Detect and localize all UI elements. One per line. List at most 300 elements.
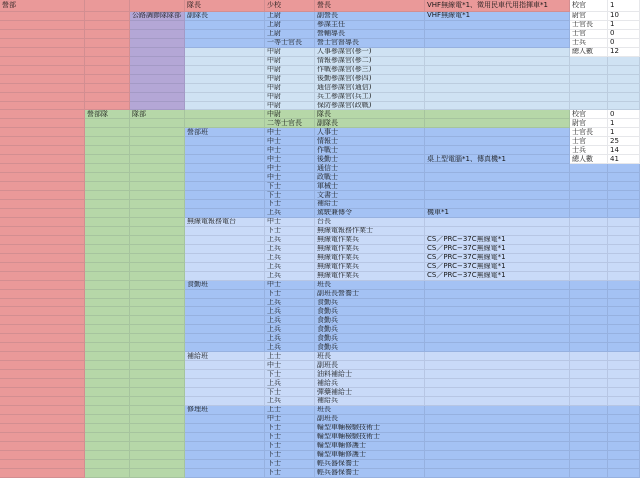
spreadsheet-cell[interactable]: 食勤兵 [315, 334, 425, 343]
spreadsheet-cell[interactable] [425, 30, 570, 39]
spreadsheet-cell[interactable] [0, 415, 85, 424]
spreadsheet-cell[interactable] [85, 245, 130, 254]
spreadsheet-cell[interactable]: 上兵 [265, 307, 315, 316]
spreadsheet-cell[interactable] [130, 343, 185, 352]
spreadsheet-cell[interactable]: 上兵 [265, 299, 315, 308]
spreadsheet-cell[interactable] [185, 433, 265, 442]
spreadsheet-cell[interactable]: 班長 [315, 352, 425, 361]
spreadsheet-cell[interactable] [425, 424, 570, 433]
spreadsheet-cell[interactable] [608, 379, 640, 388]
spreadsheet-cell[interactable]: 下士 [265, 290, 315, 299]
spreadsheet-cell[interactable]: 下士 [265, 469, 315, 478]
spreadsheet-cell[interactable] [570, 173, 608, 182]
spreadsheet-cell[interactable] [608, 334, 640, 343]
spreadsheet-cell[interactable] [608, 442, 640, 451]
spreadsheet-cell[interactable] [130, 75, 185, 84]
spreadsheet-cell[interactable]: 後勤參謀官(參四) [315, 75, 425, 84]
spreadsheet-cell[interactable] [608, 424, 640, 433]
spreadsheet-cell[interactable] [85, 460, 130, 469]
spreadsheet-cell[interactable]: 中士 [265, 146, 315, 155]
spreadsheet-cell[interactable] [85, 343, 130, 352]
spreadsheet-cell[interactable] [570, 281, 608, 290]
spreadsheet-cell[interactable] [608, 469, 640, 478]
spreadsheet-cell[interactable]: 隊部 [130, 110, 185, 119]
spreadsheet-cell[interactable] [608, 352, 640, 361]
spreadsheet-cell[interactable]: CS／PRC−37C無線電*1 [425, 272, 570, 281]
spreadsheet-cell[interactable] [130, 379, 185, 388]
spreadsheet-cell[interactable] [185, 415, 265, 424]
spreadsheet-cell[interactable] [130, 102, 185, 111]
spreadsheet-cell[interactable] [85, 307, 130, 316]
spreadsheet-cell[interactable] [608, 451, 640, 460]
spreadsheet-cell[interactable] [608, 209, 640, 218]
spreadsheet-cell[interactable] [608, 84, 640, 93]
spreadsheet-cell[interactable] [570, 424, 608, 433]
spreadsheet-cell[interactable] [130, 245, 185, 254]
spreadsheet-cell[interactable]: 通信參謀官(通信) [315, 84, 425, 93]
spreadsheet-cell[interactable] [185, 272, 265, 281]
spreadsheet-cell[interactable] [85, 30, 130, 39]
spreadsheet-cell[interactable] [130, 460, 185, 469]
spreadsheet-cell[interactable]: CS／PRC−37C無線電*1 [425, 263, 570, 272]
spreadsheet-cell[interactable] [0, 191, 85, 200]
spreadsheet-cell[interactable] [570, 388, 608, 397]
spreadsheet-cell[interactable]: 副營長 [315, 12, 425, 21]
spreadsheet-cell[interactable] [130, 173, 185, 182]
spreadsheet-cell[interactable] [425, 137, 570, 146]
spreadsheet-cell[interactable] [130, 361, 185, 370]
spreadsheet-cell[interactable]: 尉官 [570, 119, 608, 128]
spreadsheet-cell[interactable] [130, 325, 185, 334]
spreadsheet-cell[interactable] [425, 200, 570, 209]
spreadsheet-cell[interactable] [608, 254, 640, 263]
spreadsheet-cell[interactable]: 補給兵 [315, 397, 425, 406]
spreadsheet-cell[interactable] [85, 433, 130, 442]
spreadsheet-cell[interactable]: 中士 [265, 164, 315, 173]
spreadsheet-cell[interactable] [608, 245, 640, 254]
spreadsheet-cell[interactable] [570, 379, 608, 388]
spreadsheet-cell[interactable]: 中尉 [265, 48, 315, 57]
spreadsheet-cell[interactable] [425, 325, 570, 334]
spreadsheet-cell[interactable]: 二等士官長 [265, 119, 315, 128]
spreadsheet-cell[interactable]: 下士 [265, 388, 315, 397]
spreadsheet-cell[interactable] [570, 191, 608, 200]
spreadsheet-cell[interactable]: 校官 [570, 0, 608, 12]
spreadsheet-cell[interactable] [0, 388, 85, 397]
spreadsheet-cell[interactable]: 軍械士 [315, 182, 425, 191]
spreadsheet-cell[interactable] [130, 263, 185, 272]
spreadsheet-cell[interactable] [130, 39, 185, 48]
spreadsheet-cell[interactable] [608, 227, 640, 236]
spreadsheet-cell[interactable] [425, 451, 570, 460]
spreadsheet-cell[interactable] [0, 102, 85, 111]
spreadsheet-cell[interactable] [85, 272, 130, 281]
spreadsheet-cell[interactable] [0, 254, 85, 263]
spreadsheet-cell[interactable] [130, 442, 185, 451]
spreadsheet-cell[interactable] [0, 128, 85, 137]
spreadsheet-cell[interactable]: 食勤兵 [315, 325, 425, 334]
spreadsheet-cell[interactable] [425, 281, 570, 290]
spreadsheet-cell[interactable]: 補給班 [185, 352, 265, 361]
spreadsheet-cell[interactable]: 上兵 [265, 379, 315, 388]
spreadsheet-cell[interactable] [85, 57, 130, 66]
spreadsheet-cell[interactable]: 文書士 [315, 191, 425, 200]
spreadsheet-cell[interactable] [570, 290, 608, 299]
spreadsheet-cell[interactable] [185, 343, 265, 352]
spreadsheet-cell[interactable]: 校官 [570, 110, 608, 119]
spreadsheet-cell[interactable] [85, 361, 130, 370]
spreadsheet-cell[interactable] [0, 39, 85, 48]
spreadsheet-cell[interactable] [608, 93, 640, 102]
spreadsheet-cell[interactable] [85, 209, 130, 218]
spreadsheet-cell[interactable] [570, 218, 608, 227]
spreadsheet-cell[interactable] [608, 200, 640, 209]
spreadsheet-cell[interactable]: 上尉 [265, 30, 315, 39]
spreadsheet-cell[interactable]: 下士 [265, 442, 315, 451]
spreadsheet-cell[interactable]: 下士 [265, 191, 315, 200]
spreadsheet-cell[interactable] [425, 433, 570, 442]
spreadsheet-cell[interactable]: 副班長營養士 [315, 290, 425, 299]
spreadsheet-cell[interactable]: 中士 [265, 173, 315, 182]
spreadsheet-cell[interactable]: 少校 [265, 0, 315, 12]
spreadsheet-cell[interactable]: 上兵 [265, 254, 315, 263]
spreadsheet-cell[interactable]: 上兵 [265, 263, 315, 272]
spreadsheet-cell[interactable] [570, 209, 608, 218]
spreadsheet-cell[interactable]: 無線電報務電台 [185, 218, 265, 227]
spreadsheet-cell[interactable] [85, 451, 130, 460]
spreadsheet-cell[interactable]: 上兵 [265, 343, 315, 352]
spreadsheet-cell[interactable]: 班長 [315, 406, 425, 415]
spreadsheet-cell[interactable] [85, 236, 130, 245]
spreadsheet-cell[interactable] [185, 325, 265, 334]
spreadsheet-cell[interactable]: 25 [608, 137, 640, 146]
spreadsheet-cell[interactable]: 上兵 [265, 209, 315, 218]
spreadsheet-cell[interactable] [85, 173, 130, 182]
spreadsheet-cell[interactable] [85, 316, 130, 325]
spreadsheet-cell[interactable] [425, 334, 570, 343]
spreadsheet-cell[interactable]: 下士 [265, 370, 315, 379]
spreadsheet-cell[interactable]: 營士官督導長 [315, 39, 425, 48]
spreadsheet-cell[interactable] [185, 316, 265, 325]
spreadsheet-cell[interactable] [185, 299, 265, 308]
spreadsheet-cell[interactable] [425, 173, 570, 182]
spreadsheet-cell[interactable] [425, 406, 570, 415]
spreadsheet-cell[interactable] [85, 370, 130, 379]
spreadsheet-cell[interactable] [570, 272, 608, 281]
spreadsheet-cell[interactable] [185, 30, 265, 39]
spreadsheet-cell[interactable] [608, 388, 640, 397]
spreadsheet-cell[interactable]: 台長 [315, 218, 425, 227]
spreadsheet-cell[interactable] [570, 415, 608, 424]
spreadsheet-cell[interactable] [85, 352, 130, 361]
spreadsheet-cell[interactable] [85, 146, 130, 155]
spreadsheet-cell[interactable] [185, 182, 265, 191]
spreadsheet-cell[interactable] [85, 325, 130, 334]
spreadsheet-cell[interactable]: 0 [608, 110, 640, 119]
spreadsheet-cell[interactable]: 一等士官長 [265, 39, 315, 48]
spreadsheet-cell[interactable] [85, 102, 130, 111]
spreadsheet-cell[interactable] [425, 93, 570, 102]
spreadsheet-cell[interactable] [0, 325, 85, 334]
spreadsheet-cell[interactable] [0, 263, 85, 272]
spreadsheet-cell[interactable]: 補給兵 [315, 379, 425, 388]
spreadsheet-cell[interactable] [425, 299, 570, 308]
spreadsheet-cell[interactable]: 營輔導長 [315, 30, 425, 39]
spreadsheet-cell[interactable] [130, 218, 185, 227]
spreadsheet-cell[interactable] [130, 236, 185, 245]
spreadsheet-cell[interactable] [0, 307, 85, 316]
spreadsheet-cell[interactable] [425, 361, 570, 370]
spreadsheet-cell[interactable]: 尉官 [570, 12, 608, 21]
spreadsheet-cell[interactable] [130, 66, 185, 75]
spreadsheet-cell[interactable] [0, 48, 85, 57]
spreadsheet-cell[interactable] [0, 84, 85, 93]
spreadsheet-cell[interactable]: 1 [608, 119, 640, 128]
spreadsheet-cell[interactable]: 營部隊 [85, 110, 130, 119]
spreadsheet-cell[interactable]: 上尉 [265, 12, 315, 21]
spreadsheet-cell[interactable] [0, 290, 85, 299]
spreadsheet-cell[interactable]: 無線電作業兵 [315, 263, 425, 272]
spreadsheet-cell[interactable] [185, 75, 265, 84]
spreadsheet-cell[interactable] [130, 299, 185, 308]
spreadsheet-cell[interactable]: 駕駛兼傳令 [315, 209, 425, 218]
spreadsheet-cell[interactable]: 無線電作業兵 [315, 245, 425, 254]
spreadsheet-cell[interactable]: 上士 [265, 406, 315, 415]
spreadsheet-cell[interactable] [130, 48, 185, 57]
spreadsheet-cell[interactable]: 下士 [265, 451, 315, 460]
spreadsheet-cell[interactable] [85, 200, 130, 209]
spreadsheet-cell[interactable] [185, 164, 265, 173]
spreadsheet-cell[interactable] [0, 137, 85, 146]
spreadsheet-cell[interactable] [130, 433, 185, 442]
spreadsheet-cell[interactable]: 作戰參謀官(參三) [315, 66, 425, 75]
spreadsheet-cell[interactable] [608, 173, 640, 182]
spreadsheet-cell[interactable] [185, 66, 265, 75]
spreadsheet-cell[interactable] [608, 281, 640, 290]
spreadsheet-cell[interactable]: 公路調節隊隊部 [130, 12, 185, 21]
spreadsheet-cell[interactable]: 輕兵器保養士 [315, 460, 425, 469]
spreadsheet-cell[interactable]: 中尉 [265, 66, 315, 75]
spreadsheet-cell[interactable] [185, 21, 265, 30]
spreadsheet-cell[interactable] [130, 93, 185, 102]
spreadsheet-cell[interactable] [85, 263, 130, 272]
spreadsheet-cell[interactable]: 中士 [265, 155, 315, 164]
spreadsheet-cell[interactable]: 桌上型電腦*1、傳真機*1 [425, 155, 570, 164]
spreadsheet-cell[interactable] [0, 93, 85, 102]
spreadsheet-cell[interactable]: 上尉 [265, 21, 315, 30]
spreadsheet-cell[interactable] [130, 281, 185, 290]
spreadsheet-cell[interactable] [425, 397, 570, 406]
spreadsheet-cell[interactable] [130, 164, 185, 173]
spreadsheet-cell[interactable] [0, 66, 85, 75]
spreadsheet-cell[interactable] [0, 379, 85, 388]
spreadsheet-cell[interactable]: 上兵 [265, 397, 315, 406]
spreadsheet-cell[interactable] [185, 227, 265, 236]
spreadsheet-cell[interactable] [130, 137, 185, 146]
spreadsheet-cell[interactable]: 士官 [570, 137, 608, 146]
spreadsheet-cell[interactable]: 情報參謀官(參二) [315, 57, 425, 66]
spreadsheet-cell[interactable]: VHF無線電*1、徵用民車代用指揮車*1 [425, 0, 570, 12]
spreadsheet-cell[interactable] [570, 334, 608, 343]
spreadsheet-cell[interactable] [570, 370, 608, 379]
spreadsheet-cell[interactable] [570, 299, 608, 308]
spreadsheet-cell[interactable]: 保防參謀官(政戰) [315, 102, 425, 111]
spreadsheet-cell[interactable] [185, 469, 265, 478]
spreadsheet-cell[interactable] [570, 164, 608, 173]
spreadsheet-cell[interactable] [608, 460, 640, 469]
spreadsheet-cell[interactable] [185, 57, 265, 66]
spreadsheet-cell[interactable] [570, 469, 608, 478]
spreadsheet-cell[interactable] [185, 245, 265, 254]
spreadsheet-cell[interactable] [85, 164, 130, 173]
spreadsheet-cell[interactable]: 營部班 [185, 128, 265, 137]
spreadsheet-cell[interactable]: 隊長 [185, 0, 265, 12]
spreadsheet-cell[interactable]: 下士 [265, 200, 315, 209]
spreadsheet-cell[interactable] [0, 370, 85, 379]
spreadsheet-cell[interactable]: 上兵 [265, 236, 315, 245]
spreadsheet-cell[interactable] [85, 281, 130, 290]
spreadsheet-cell[interactable] [608, 325, 640, 334]
spreadsheet-cell[interactable] [85, 21, 130, 30]
spreadsheet-cell[interactable] [0, 30, 85, 39]
spreadsheet-cell[interactable] [425, 119, 570, 128]
spreadsheet-cell[interactable] [130, 406, 185, 415]
spreadsheet-cell[interactable] [130, 227, 185, 236]
spreadsheet-cell[interactable] [425, 370, 570, 379]
spreadsheet-cell[interactable] [185, 424, 265, 433]
spreadsheet-cell[interactable]: 中士 [265, 281, 315, 290]
spreadsheet-cell[interactable]: 總人數 [570, 155, 608, 164]
spreadsheet-cell[interactable] [85, 424, 130, 433]
spreadsheet-cell[interactable] [0, 146, 85, 155]
spreadsheet-cell[interactable] [130, 30, 185, 39]
spreadsheet-cell[interactable]: 上兵 [265, 316, 315, 325]
spreadsheet-cell[interactable] [130, 370, 185, 379]
spreadsheet-cell[interactable] [608, 361, 640, 370]
spreadsheet-cell[interactable] [0, 218, 85, 227]
spreadsheet-cell[interactable] [130, 334, 185, 343]
spreadsheet-cell[interactable] [0, 433, 85, 442]
spreadsheet-cell[interactable] [608, 75, 640, 84]
spreadsheet-cell[interactable] [0, 272, 85, 281]
spreadsheet-cell[interactable] [85, 406, 130, 415]
spreadsheet-cell[interactable] [85, 0, 130, 12]
spreadsheet-cell[interactable]: 中士 [265, 361, 315, 370]
spreadsheet-cell[interactable] [570, 361, 608, 370]
spreadsheet-cell[interactable] [185, 334, 265, 343]
spreadsheet-cell[interactable] [185, 93, 265, 102]
spreadsheet-cell[interactable] [130, 21, 185, 30]
spreadsheet-cell[interactable] [130, 424, 185, 433]
spreadsheet-cell[interactable] [185, 379, 265, 388]
spreadsheet-cell[interactable]: 無線電作業兵 [315, 236, 425, 245]
spreadsheet-cell[interactable] [0, 155, 85, 164]
spreadsheet-cell[interactable]: 下士 [265, 424, 315, 433]
spreadsheet-cell[interactable] [608, 236, 640, 245]
spreadsheet-cell[interactable] [130, 254, 185, 263]
spreadsheet-cell[interactable]: 41 [608, 155, 640, 164]
spreadsheet-cell[interactable]: 食勤班 [185, 281, 265, 290]
spreadsheet-cell[interactable] [0, 299, 85, 308]
spreadsheet-cell[interactable] [185, 460, 265, 469]
spreadsheet-cell[interactable]: 士官長 [570, 128, 608, 137]
spreadsheet-cell[interactable] [185, 146, 265, 155]
spreadsheet-cell[interactable] [0, 75, 85, 84]
spreadsheet-cell[interactable]: 政戰士 [315, 173, 425, 182]
spreadsheet-cell[interactable]: 下士 [265, 433, 315, 442]
spreadsheet-cell[interactable]: 班長 [315, 281, 425, 290]
spreadsheet-cell[interactable]: 食勤兵 [315, 343, 425, 352]
spreadsheet-cell[interactable] [0, 119, 85, 128]
spreadsheet-cell[interactable] [425, 39, 570, 48]
spreadsheet-cell[interactable] [425, 316, 570, 325]
spreadsheet-cell[interactable] [425, 290, 570, 299]
spreadsheet-cell[interactable] [85, 48, 130, 57]
spreadsheet-cell[interactable]: 彈藥補給士 [315, 388, 425, 397]
spreadsheet-cell[interactable]: 無線電作業兵 [315, 272, 425, 281]
spreadsheet-cell[interactable] [185, 370, 265, 379]
spreadsheet-cell[interactable] [608, 299, 640, 308]
spreadsheet-cell[interactable] [185, 442, 265, 451]
spreadsheet-cell[interactable] [425, 469, 570, 478]
spreadsheet-cell[interactable] [608, 343, 640, 352]
spreadsheet-cell[interactable] [570, 406, 608, 415]
spreadsheet-cell[interactable]: 1 [608, 128, 640, 137]
spreadsheet-cell[interactable] [0, 397, 85, 406]
spreadsheet-cell[interactable] [570, 460, 608, 469]
spreadsheet-cell[interactable] [185, 209, 265, 218]
spreadsheet-cell[interactable] [85, 155, 130, 164]
spreadsheet-cell[interactable] [425, 191, 570, 200]
spreadsheet-cell[interactable] [130, 272, 185, 281]
spreadsheet-cell[interactable] [185, 236, 265, 245]
spreadsheet-cell[interactable]: 營部 [0, 0, 85, 12]
spreadsheet-cell[interactable] [0, 164, 85, 173]
spreadsheet-cell[interactable] [85, 290, 130, 299]
spreadsheet-cell[interactable] [570, 352, 608, 361]
spreadsheet-cell[interactable] [130, 84, 185, 93]
spreadsheet-cell[interactable] [570, 227, 608, 236]
spreadsheet-cell[interactable] [185, 102, 265, 111]
spreadsheet-cell[interactable] [425, 460, 570, 469]
spreadsheet-cell[interactable]: 人事士 [315, 128, 425, 137]
spreadsheet-cell[interactable] [185, 119, 265, 128]
spreadsheet-cell[interactable] [130, 119, 185, 128]
spreadsheet-cell[interactable]: CS／PRC−37C無線電*1 [425, 245, 570, 254]
spreadsheet-cell[interactable]: 後勤士 [315, 155, 425, 164]
spreadsheet-cell[interactable] [425, 343, 570, 352]
spreadsheet-cell[interactable] [130, 290, 185, 299]
spreadsheet-cell[interactable]: 副班長 [315, 415, 425, 424]
spreadsheet-cell[interactable] [85, 227, 130, 236]
spreadsheet-cell[interactable] [130, 316, 185, 325]
spreadsheet-cell[interactable]: CS／PRC−37C無線電*1 [425, 254, 570, 263]
spreadsheet-cell[interactable] [185, 263, 265, 272]
spreadsheet-cell[interactable] [425, 48, 570, 57]
spreadsheet-cell[interactable] [85, 299, 130, 308]
spreadsheet-cell[interactable] [425, 128, 570, 137]
spreadsheet-cell[interactable]: 士官長 [570, 21, 608, 30]
spreadsheet-cell[interactable] [608, 66, 640, 75]
spreadsheet-cell[interactable]: 輪型車輛修護士 [315, 451, 425, 460]
spreadsheet-cell[interactable] [570, 397, 608, 406]
spreadsheet-cell[interactable] [608, 191, 640, 200]
spreadsheet-cell[interactable] [85, 415, 130, 424]
spreadsheet-cell[interactable] [0, 361, 85, 370]
spreadsheet-cell[interactable] [85, 93, 130, 102]
spreadsheet-cell[interactable] [185, 451, 265, 460]
spreadsheet-cell[interactable]: 通信士 [315, 164, 425, 173]
